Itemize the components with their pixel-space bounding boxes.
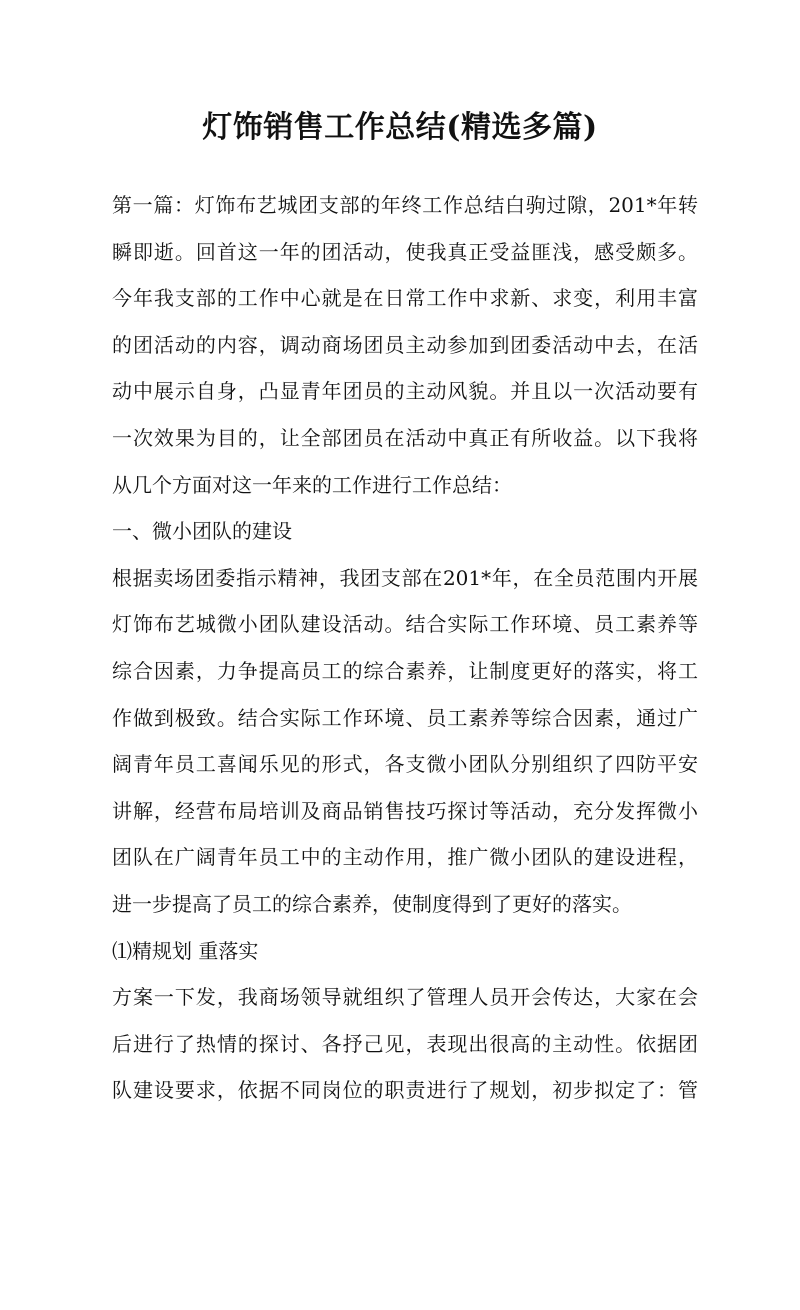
paragraph-line: 瞬即逝。回首这一年的团活动，使我真正受益匪浅，感受颇多。 bbox=[112, 239, 698, 264]
paragraph-line: 根据卖场团委指示精神，我团支部在201*年，在全员范围内开展 bbox=[112, 565, 698, 590]
paragraph-line: 队建设要求，依据不同岗位的职责进行了规划，初步拟定了：管 bbox=[112, 1078, 698, 1103]
paragraph-line: 阔青年员工喜闻乐见的形式，各支微小团队分别组织了四防平安 bbox=[112, 752, 698, 777]
paragraph-line: 团队在广阔青年员工中的主动作用，推广微小团队的建设进程， bbox=[112, 845, 698, 870]
paragraph-line: 进一步提高了员工的综合素养，使制度得到了更好的落实。 bbox=[112, 891, 632, 916]
paragraph-line: 从几个方面对这一年来的工作进行工作总结： bbox=[112, 472, 512, 497]
section-heading: 一、微小团队的建设 bbox=[112, 519, 292, 544]
paragraph-line: 的团活动的内容，调动商场团员主动参加到团委活动中去，在活 bbox=[112, 332, 698, 357]
paragraph-line: 方案一下发，我商场领导就组织了管理人员开会传达，大家在会 bbox=[112, 985, 698, 1010]
paragraph-line: 今年我支部的工作中心就是在日常工作中求新、求变，利用丰富 bbox=[112, 286, 698, 311]
document-body bbox=[112, 185, 698, 1117]
subsection-heading: ⑴精规划 重落实 bbox=[112, 938, 259, 963]
paragraph-line: 第一篇：灯饰布艺城团支部的年终工作总结白驹过隙，201*年转 bbox=[112, 193, 698, 217]
paragraph-line: 动中展示自身，凸显青年团员的主动风貌。并且以一次活动要有 bbox=[112, 379, 698, 404]
paragraph-line: 作做到极致。结合实际工作环境、员工素养等综合因素，通过广 bbox=[112, 705, 698, 730]
paragraph-line: 综合因素，力争提高员工的综合素养，让制度更好的落实，将工 bbox=[112, 658, 698, 683]
paragraph-line: 灯饰布艺城微小团队建设活动。结合实际工作环境、员工素养等 bbox=[112, 612, 698, 637]
paragraph-line: 一次效果为目的，让全部团员在活动中真正有所收益。以下我将 bbox=[112, 425, 698, 450]
paragraph-line: 后进行了热情的探讨、各抒己见，表现出很高的主动性。依据团 bbox=[112, 1031, 698, 1056]
document-title: 灯饰销售工作总结(精选多篇) bbox=[202, 110, 598, 145]
paragraph-line: 讲解，经营布局培训及商品销售技巧探讨等活动，充分发挥微小 bbox=[112, 798, 698, 823]
